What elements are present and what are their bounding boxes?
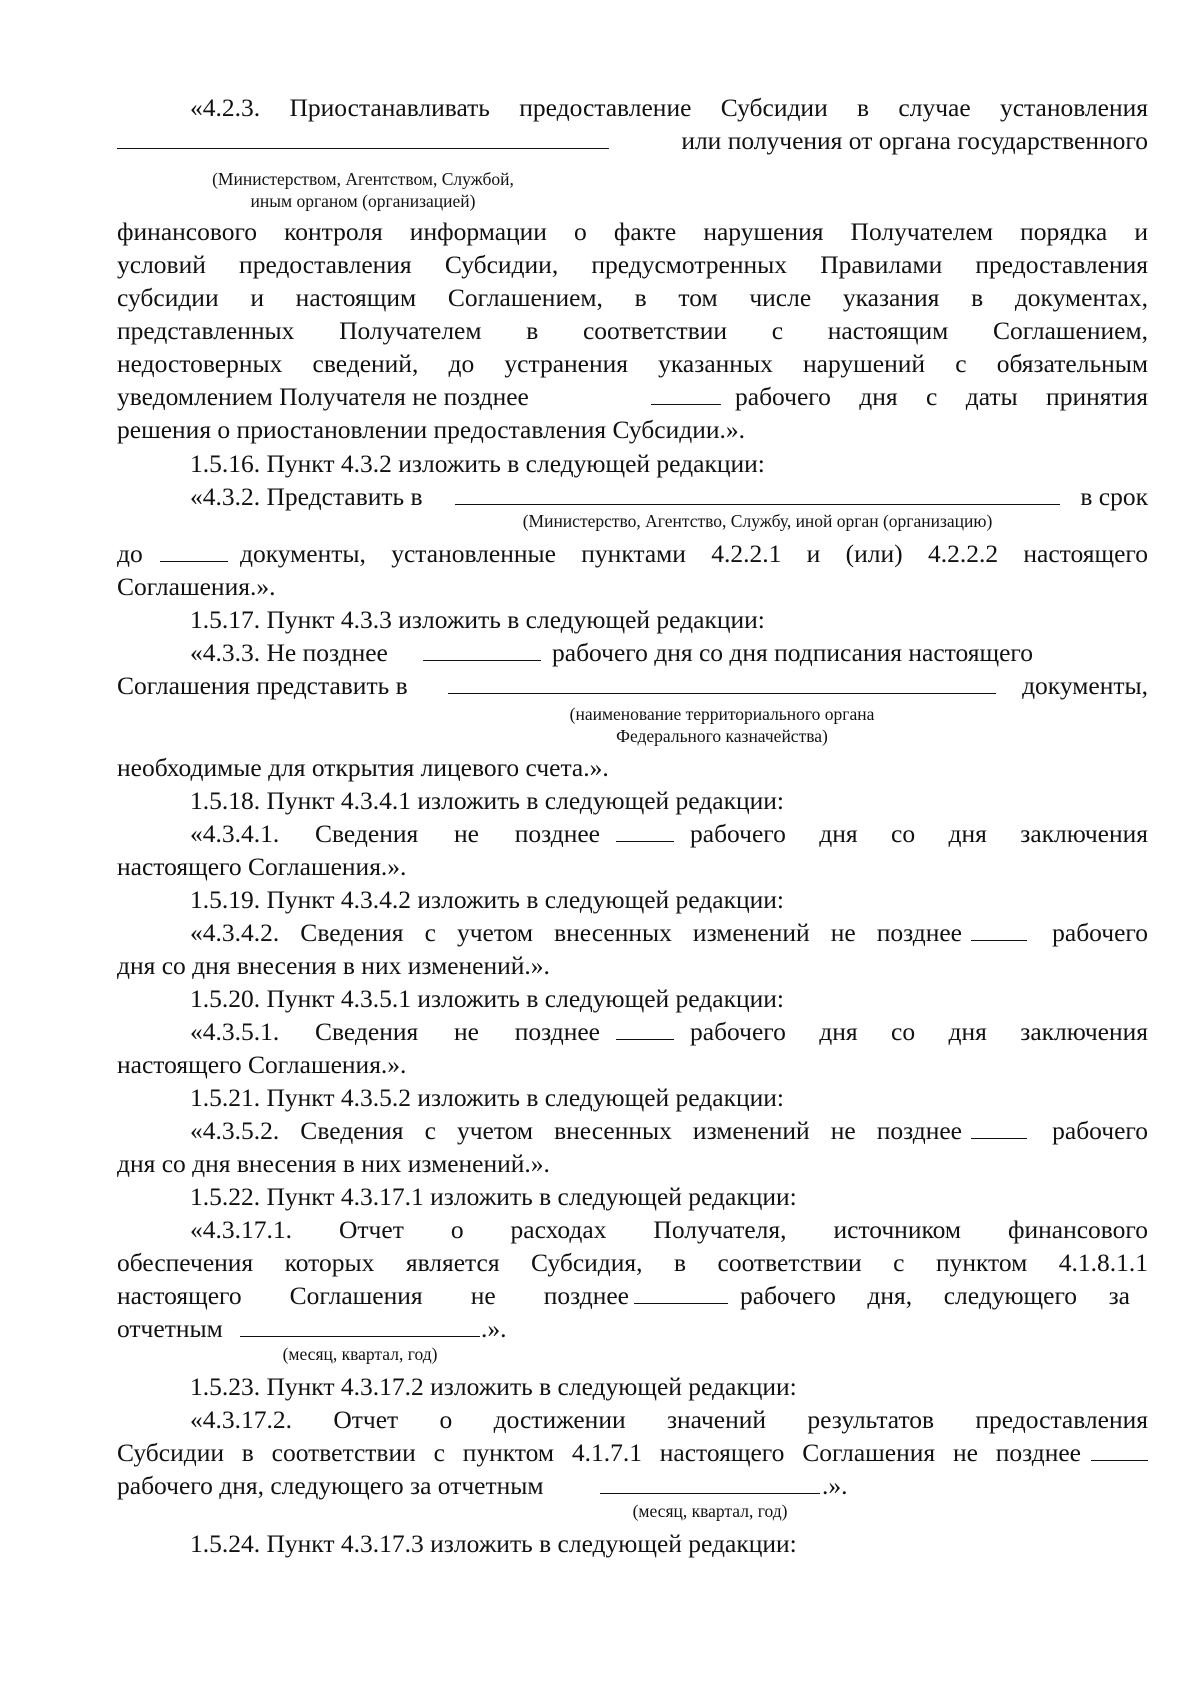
text-line: рабочего дня, следующего за отчетным <box>117 1471 544 1500</box>
field-caption: (наименование территориального органа <box>569 704 875 724</box>
blank-field <box>971 940 1027 941</box>
text-line: субсидии и настоящим Соглашением, в том числе указания в документах, <box>117 283 1148 312</box>
text-line: настоящего Соглашения.». <box>117 1050 407 1079</box>
text-line: 1.5.17. Пункт 4.3.3 изложить в следующей редакции: <box>190 605 765 634</box>
blank-field <box>616 841 674 842</box>
text-line: необходимые для открытия лицевого счета.». <box>117 753 609 782</box>
text-line: рабочего <box>1052 1116 1148 1145</box>
text-line: финансового контроля информации о факте нарушения Получателем порядка и <box>117 217 1148 246</box>
blank-field <box>160 561 228 562</box>
text-line: «4.3.3. Не позднее <box>190 638 388 667</box>
text-line: уведомлением Получателя не позднее <box>117 382 529 411</box>
text-line: в срок <box>1080 482 1148 511</box>
text-line: 1.5.16. Пункт 4.3.2 изложить в следующей редакции: <box>190 449 765 478</box>
blank-field <box>616 1039 674 1040</box>
text-line: «4.3.4.1. Сведения не позднее <box>190 819 600 848</box>
text-line: недостоверных сведений, до устранения указанных нарушений с обязательным <box>117 349 1148 378</box>
text-line: условий предоставления Субсидии, предусмотренных Правилами предоставления <box>117 250 1148 279</box>
text-line: «4.3.4.2. Сведения с учетом внесенных изменений не позднее <box>190 918 962 947</box>
field-caption: (Министерство, Агентство, Службу, иной орган (организацию) <box>522 511 993 531</box>
text-line: рабочего дня со дня заключения <box>690 819 1148 848</box>
text-line: документы, установленные пунктами 4.2.2.1 и (или) 4.2.2.2 настоящего <box>240 539 1148 568</box>
field-caption: иным органом (организацией) <box>250 191 476 211</box>
text-line: рабочего дня с даты принятия <box>735 382 1148 411</box>
text-line: .». <box>822 1471 848 1500</box>
text-line: настоящего Соглашения.». <box>117 852 407 881</box>
text-line: рабочего <box>1052 918 1148 947</box>
blank-field <box>634 1303 728 1304</box>
text-line: Соглашения представить в <box>117 671 408 700</box>
text-line: документы, <box>1022 671 1148 700</box>
text-line: представленных Получателем в соответствии с настоящим Соглашением, <box>117 316 1148 345</box>
blank-field <box>117 148 609 149</box>
text-line: «4.2.3. Приостанавливать предоставление Субсидии в случае установления <box>190 93 1148 122</box>
blank-field <box>651 404 721 405</box>
text-line: отчетным <box>117 1314 223 1343</box>
text-line: или получения от органа государственного <box>681 126 1148 155</box>
text-line: 1.5.20. Пункт 4.3.5.1 изложить в следующей редакции: <box>190 984 784 1013</box>
field-caption: Федерального казначейства) <box>616 726 828 746</box>
text-line: обеспечения которых является Субсидия, в соответствии с пунктом 4.1.8.1.1 <box>117 1248 1148 1277</box>
text-line: «4.3.2. Представить в <box>190 482 423 511</box>
text-line: .». <box>481 1314 507 1343</box>
field-caption: (Министерством, Агентством, Службой, <box>212 169 514 189</box>
blank-field <box>448 693 996 694</box>
text-line: 1.5.24. Пункт 4.3.17.3 изложить в следующей редакции: <box>190 1529 797 1558</box>
text-line: 1.5.18. Пункт 4.3.4.1 изложить в следующей редакции: <box>190 786 784 815</box>
field-caption: (месяц, квартал, год) <box>282 1344 438 1364</box>
text-line: «4.3.5.1. Сведения не позднее <box>190 1017 600 1046</box>
text-line: дня со дня внесения в них изменений.». <box>117 951 550 980</box>
text-line: рабочего дня со дня заключения <box>690 1017 1148 1046</box>
text-line: рабочего дня со дня подписания настоящего <box>552 638 1034 667</box>
text-line: решения о приостановлении предоставления Субсидии.». <box>117 415 745 444</box>
text-line: до <box>117 539 143 568</box>
text-line: Соглашения.». <box>117 572 276 601</box>
text-line: 1.5.21. Пункт 4.3.5.2 изложить в следующей редакции: <box>190 1083 784 1112</box>
blank-field <box>455 504 1060 505</box>
text-line: «4.3.5.2. Сведения с учетом внесенных изменений не позднее <box>190 1116 962 1145</box>
text-line: 1.5.23. Пункт 4.3.17.2 изложить в следующей редакции: <box>190 1372 797 1401</box>
blank-field <box>240 1336 480 1337</box>
text-line: 1.5.22. Пункт 4.3.17.1 изложить в следующей редакции: <box>190 1182 797 1211</box>
text-line: дня со дня внесения в них изменений.». <box>117 1149 550 1178</box>
field-caption: (месяц, квартал, год) <box>632 1501 788 1521</box>
text-line: 1.5.19. Пункт 4.3.4.2 изложить в следующей редакции: <box>190 885 784 914</box>
text-line: Субсидии в соответствии с пунктом 4.1.7.1 настоящего Соглашения не позднее <box>117 1438 1081 1467</box>
blank-field <box>971 1138 1027 1139</box>
blank-field <box>423 660 541 661</box>
text-line: «4.3.17.2. Отчет о достижении значений результатов предоставления <box>190 1405 1148 1434</box>
blank-field <box>1091 1460 1148 1461</box>
blank-field <box>600 1493 820 1494</box>
text-line: «4.3.17.1. Отчет о расходах Получателя, источником финансового <box>190 1215 1148 1244</box>
text-line: рабочего дня, следующего за <box>740 1281 1130 1310</box>
text-line: настоящего Соглашения не позднее <box>117 1281 629 1310</box>
